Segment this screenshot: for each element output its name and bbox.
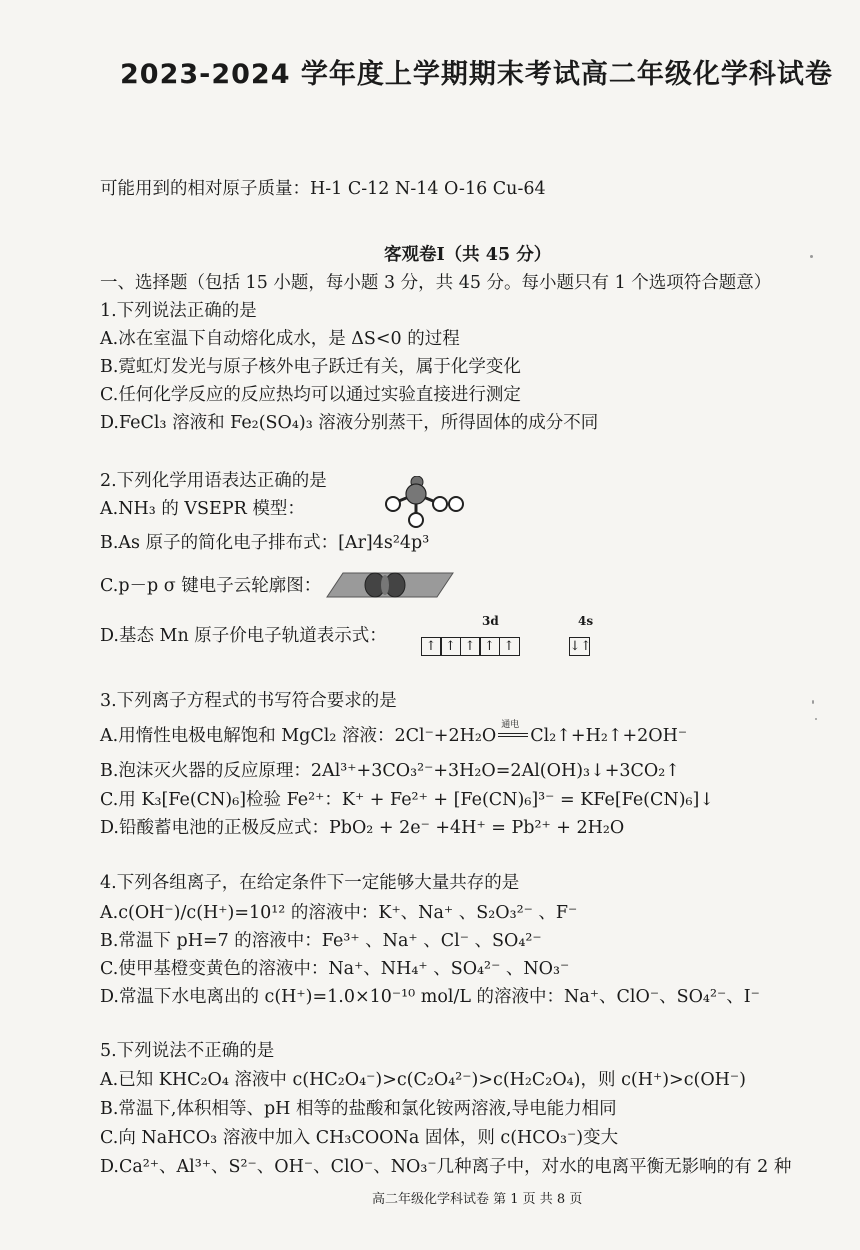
page-footer: 高二年级化学科试卷 第 1 页 共 8 页 [372,1192,583,1207]
orbital-label-4s: 4s [578,614,594,628]
nh3-vsepr-model-image [378,476,468,532]
question-2-option-a: A.NH₃ 的 VSEPR 模型： [100,499,305,519]
question-3-option-b: B.泡沫灭火器的反应原理：2Al³⁺+3CO₃²⁻+3H₂O=2Al(OH)₃↓+3CO₂↑ [100,761,680,781]
section-title: 客观卷I（共 45 分） [384,245,552,265]
orbital-4s-box [570,635,590,656]
orbital-label-3d: 3d [482,614,499,628]
question-2-option-b: B.As 原子的简化电子排布式：[Ar]4s²4p³ [100,533,430,553]
orbital-3d-box: ↑ [499,637,520,656]
question-3-stem: 3.下列离子方程式的书写符合要求的是 [100,691,397,711]
question-1-stem: 1.下列说法正确的是 [100,301,257,321]
orbital-3d-box: ↑ [421,637,442,656]
sigma-bond-orbital-image [325,565,457,605]
question-4-option-a: A.c(OH⁻)/c(H⁺)=10¹² 的溶液中：K⁺、Na⁺ 、S₂O₃²⁻ 、F⁻ [100,903,578,923]
question-5-option-b: B.常温下,体积相等、pH 相等的盐酸和氯化铵两溶液,导电能力相同 [100,1099,617,1119]
question-3-option-a-head: A.用惰性电极电解饱和 MgCl₂ 溶液：2Cl⁻+2H₂O [100,726,497,746]
question-3-option-a [100,720,688,747]
atomic-masses: 可能用到的相对原子质量：H-1 C-12 N-14 O-16 Cu-64 [100,179,546,199]
scan-speck [810,255,813,258]
question-5-option-d: D.Ca²⁺、Al³⁺、S²⁻、OH⁻、ClO⁻、NO₃⁻几种离子中，对水的电离平衡无影响的有 2 种 [100,1157,792,1177]
question-4-option-c: C.使甲基橙变黄色的溶液中：Na⁺、NH₄⁺ 、SO₄²⁻ 、NO₃⁻ [100,959,570,979]
question-3-option-a-tail: Cl₂↑+H₂↑+2OH⁻ [530,726,688,746]
question-4-option-d: D.常温下水电离出的 c(H⁺)=1.0×10⁻¹⁰ mol/L 的溶液中：Na⁺、ClO⁻、SO₄²⁻、I⁻ [100,987,760,1007]
orbital-3d-box: ↑ [479,637,500,656]
question-5-option-c: C.向 NaHCO₃ 溶液中加入 CH₃COONa 固体，则 c(HCO₃⁻)变大 [100,1128,619,1148]
question-4-option-b: B.常温下 pH=7 的溶液中：Fe³⁺ 、Na⁺ 、Cl⁻ 、SO₄²⁻ [100,931,542,951]
orbital-3d-box: ↑ [460,637,481,656]
scan-speck [815,718,817,720]
question-1-option-b: B.霓虹灯发光与原子核外电子跃迁有关，属于化学变化 [100,357,521,377]
orbital-3d-boxes [422,635,520,656]
electrolysis-condition: 通电 [501,720,520,730]
orbital-3d-box: ↑ [440,637,461,656]
orbital-4s-box-cell: ↓↑ [569,639,592,654]
question-1-option-d: D.FeCl₃ 溶液和 Fe₂(SO₄)₃ 溶液分别蒸干，所得固体的成分不同 [100,413,599,433]
section-instructions: 一、选择题（包括 15 小题，每小题 3 分，共 45 分。每小题只有 1 个选项符合题意） [100,273,772,293]
question-5-option-a: A.已知 KHC₂O₄ 溶液中 c(HC₂O₄⁻)>c(C₂O₄²⁻)>c(H₂C₂O₄)，则 c(H⁺)>c(OH⁻) [100,1070,746,1090]
question-2-option-c: C.p－p σ 键电子云轮廓图： [100,576,322,596]
question-5-stem: 5.下列说法不正确的是 [100,1041,275,1061]
question-2-stem: 2.下列化学用语表达正确的是 [100,471,327,491]
question-1-option-c: C.任何化学反应的反应热均可以通过实验直接进行测定 [100,385,521,405]
question-1-option-a: A.冰在室温下自动熔化成水，是 ΔS<0 的过程 [100,329,460,349]
question-3-option-d: D.铅酸蓄电池的正极反应式：PbO₂ + 2e⁻ +4H⁺ = Pb²⁺ + 2H₂O [100,818,625,838]
scan-speck [812,700,814,704]
question-4-stem: 4.下列各组离子，在给定条件下一定能够大量共存的是 [100,873,520,893]
electrolysis-arrow [496,720,530,747]
question-3-option-c: C.用 K₃[Fe(CN)₆]检验 Fe²⁺：K⁺ + Fe²⁺ + [Fe(CN)₆]³⁻ = KFe[Fe(CN)₆]↓ [100,790,715,810]
question-2-option-d: D.基态 Mn 原子价电子轨道表示式： [100,626,387,646]
exam-title: 2023-2024 学年度上学期期末考试高二年级化学科试卷 [120,59,833,90]
